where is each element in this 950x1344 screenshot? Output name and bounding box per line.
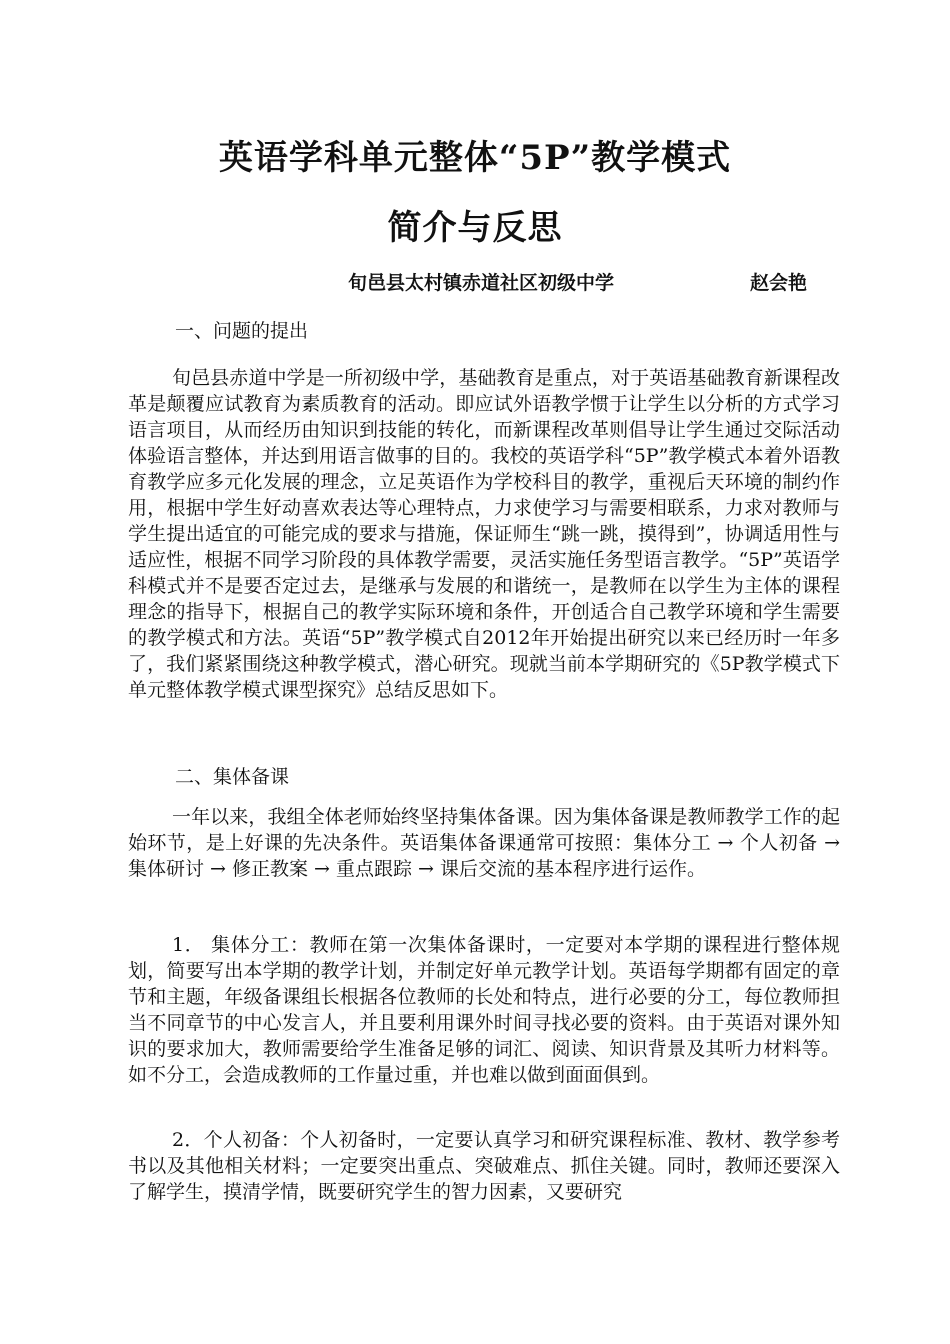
byline-school: 旬邑县太村镇赤道社区初级中学 bbox=[348, 272, 615, 294]
section-heading-2: 二、集体备课 bbox=[175, 766, 290, 788]
section-2-item-1: 1． 集体分工：教师在第一次集体备课时，一定要对本学期的课程进行整体规划，简要写出本学期的教学计划，并制定好单元教学计划。英语每学期都有固定的章节和主题，年级备课组长根据各位教师的长处和特点，进行必要的分工，每位教师担当不同章节的中心发言人，并且要利用课外时间寻找必要的资料。由于英语对课外知识的要求加大，教师需要给学生准备足够的词汇、阅读、知识背景及其听力材料等。如不分工，会造成教师的工作量过重，并也难以做到面面俱到。 bbox=[128, 934, 840, 1086]
section-2-item-2: 2．个人初备：个人初备时，一定要认真学习和研究课程标准、教材、教学参考书以及其他相关材料；一定要突出重点、突破难点、抓住关键。同时，教师还要深入了解学生，摸清学情，既要研究学生的智力因素，又要研究 bbox=[128, 1129, 840, 1203]
section-1-paragraph: 旬邑县赤道中学是一所初级中学，基础教育是重点，对于英语基础教育新课程改革是颠覆应试教育为素质教育的活动。即应试外语教学惯于让学生以分析的方式学习语言项目，从而经历由知识到技能的转化，而新课程改革则倡导让学生通过交际活动体验语言整体，并达到用语言做事的目的。我校的英语学科“5P”教学模式本着外语教育教学应多元化发展的理念，立足英语作为学校科目的教学，重视后天环境的制约作用，根据中学生好动喜欢表达等心理特点，力求使学习与需要相联系，力求对教师与学生提出适宜的可能完成的要求与措施，保证师生“跳一跳，摸得到”，协调适用性与适应性，根据不同学习阶段的具体教学需要，灵活实施任务型语言教学。“5P”英语学科模式并不是要否定过去，是继承与发展的和谐统一，是教师在以学生为主体的课程理念的指导下，根据自己的教学实际环境和条件，开创适合自己教学环境和学生需要的教学模式和方法。英语“5P”教学模式自2012年开始提出研究以来已经历时一年多了，我们紧紧围绕这种教学模式，潜心研究。现就当前本学期研究的《5P教学模式下单元整体教学模式课型探究》总结反思如下。 bbox=[128, 367, 840, 701]
document-title-line1: 英语学科单元整体“5P”教学模式 bbox=[218, 138, 732, 178]
section-heading-1: 一、问题的提出 bbox=[175, 320, 309, 342]
document-title-line2: 简介与反思 bbox=[387, 208, 563, 248]
section-2-paragraph: 一年以来，我组全体老师始终坚持集体备课。因为集体备课是教师教学工作的起始环节，是上好课的先决条件。英语集体备课通常可按照：集体分工 → 个人初备 → 集体研讨 → 修正教案 → 重点跟踪 → 课后交流的基本程序进行运作。 bbox=[128, 806, 840, 880]
byline-author: 赵会艳 bbox=[750, 272, 808, 294]
